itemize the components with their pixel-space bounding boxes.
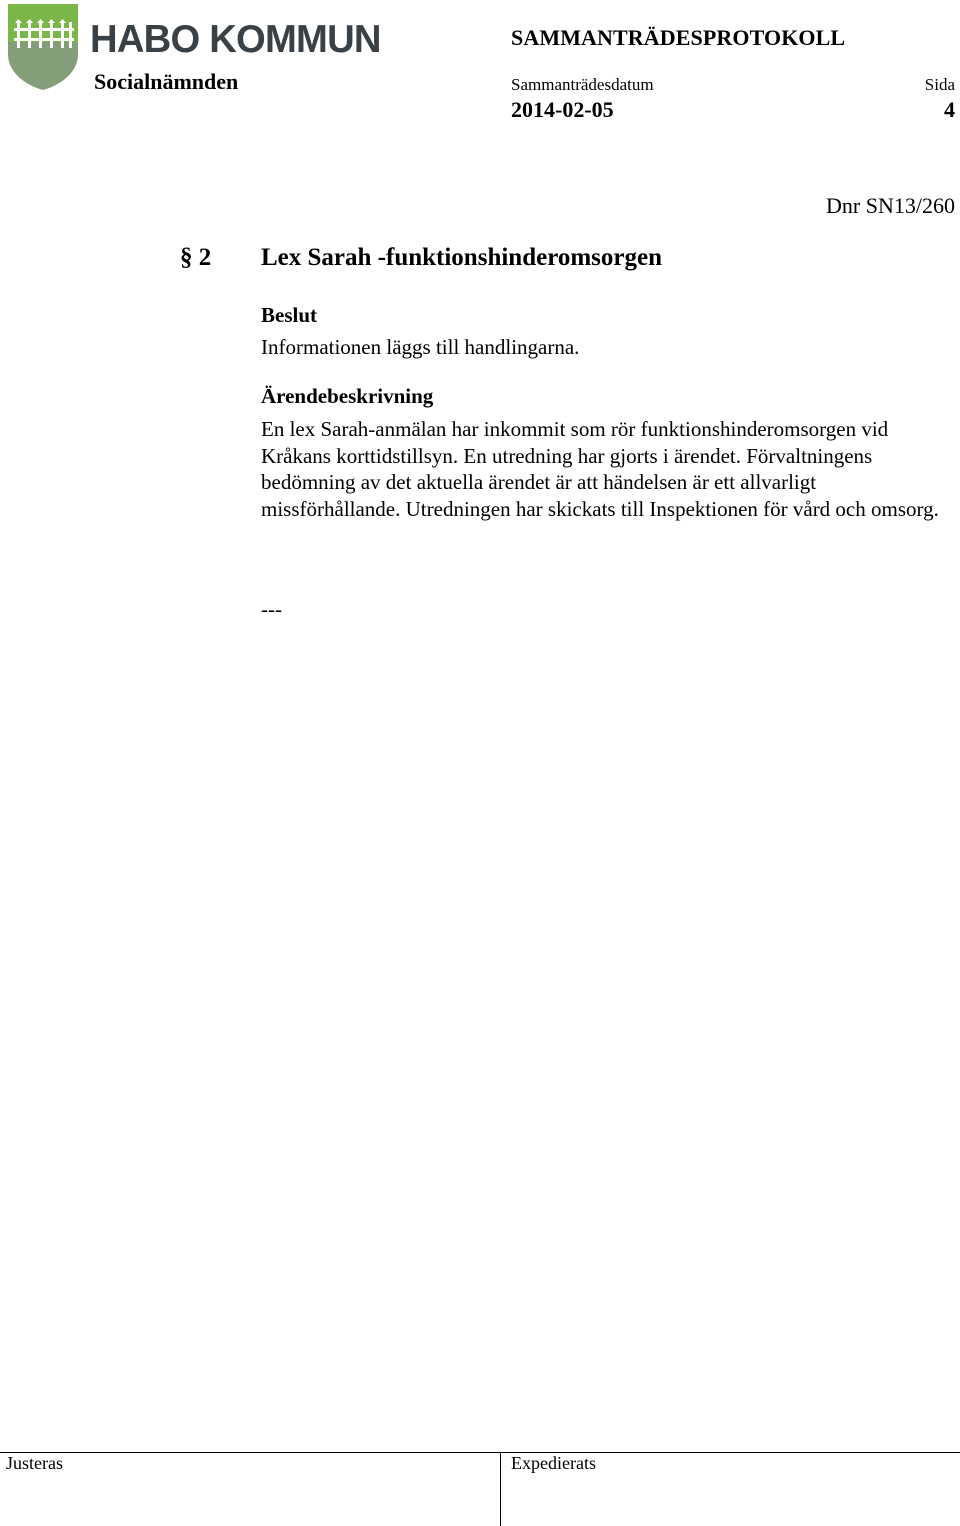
decision-text: Informationen läggs till handlingarna. — [261, 335, 580, 359]
case-registration-number: Dnr SN13/260 — [826, 193, 955, 218]
section-separator: --- — [261, 597, 282, 621]
description-text: En lex Sarah-anmälan har inkommit som rör funktionshinderomsorgen vid Kråkans korttidstillsyn. En utredning har gjorts i ärendet. Förvaltningens bedömning av det aktuella ärendet är att händelsen är ett allvarligt missförhållande. Utredningen har skickats till Inspektionen för vård och omsorg. — [261, 417, 939, 521]
meeting-date-label: Sammanträdesdatum — [511, 75, 654, 94]
meeting-date-value: 2014-02-05 — [511, 97, 614, 122]
logo-wordmark: HABO KOMMUN — [90, 18, 381, 61]
case-title: Lex Sarah -funktionshinderomsorgen — [261, 244, 662, 271]
footer-expedierats-label: Expedierats — [511, 1453, 596, 1473]
description-heading: Ärendebeskrivning — [261, 384, 434, 408]
footer-column-divider — [500, 1452, 501, 1526]
footer-justeras-label: Justeras — [6, 1453, 63, 1473]
footer-divider — [0, 1452, 960, 1453]
page-number: 4 — [944, 97, 955, 122]
paragraph-number: § 2 — [180, 244, 212, 271]
decision-heading: Beslut — [261, 303, 318, 327]
habo-kommun-coat-of-arms-icon — [6, 2, 80, 92]
page-label: Sida — [924, 75, 955, 94]
document-type: SAMMANTRÄDESPROTOKOLL — [511, 25, 846, 50]
department-name: Socialnämnden — [94, 69, 239, 94]
